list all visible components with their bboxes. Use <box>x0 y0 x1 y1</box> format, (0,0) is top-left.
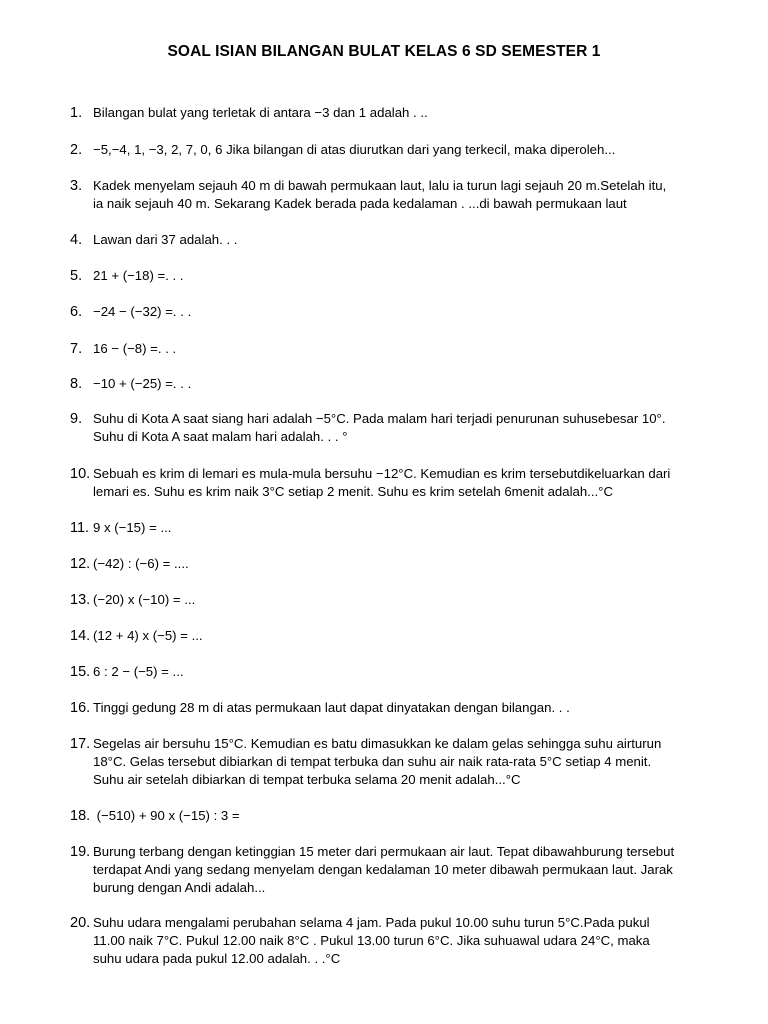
question-number: 3. <box>70 178 83 194</box>
question-item <box>70 340 730 358</box>
question-item <box>70 410 730 446</box>
question-line: 9 x (−15) = ... <box>93 520 172 535</box>
question-text <box>93 555 730 573</box>
question-item <box>70 104 730 122</box>
question-line: Suhu udara mengalami perubahan selama 4 jam. Pada pukul 10.00 suhu turun 5°C.Pada pukul <box>93 915 650 930</box>
question-line: (12 + 4) x (−5) = ... <box>93 628 203 643</box>
question-item <box>70 519 730 537</box>
question-text <box>93 591 730 609</box>
question-item <box>70 843 730 897</box>
question-number: 18. <box>70 808 91 824</box>
question-line: Kadek menyelam sejauh 40 m di bawah permukaan laut, lalu ia turun lagi sejauh 20 m.Setelah itu, <box>93 178 667 193</box>
question-number: 11. <box>70 520 90 536</box>
question-line: Burung terbang dengan ketinggian 15 meter dari permukaan air laut. Tepat dibawahburung tersebut <box>93 844 675 859</box>
question-line: 18°C. Gelas tersebut dibiarkan di tempat terbuka dan suhu air naik rata-rata 5°C setiap 4 menit. <box>93 754 652 769</box>
question-text <box>93 375 730 393</box>
question-item <box>70 735 730 789</box>
question-text <box>93 914 730 968</box>
question-item <box>70 663 730 681</box>
question-number: 13. <box>70 592 91 608</box>
question-text <box>93 410 730 446</box>
question-line: Segelas air bersuhu 15°C. Kemudian es batu dimasukkan ke dalam gelas sehingga suhu airturun <box>93 736 662 751</box>
question-number: 12. <box>70 556 91 572</box>
question-text <box>93 519 730 537</box>
question-number: 10. <box>70 466 91 482</box>
question-number: 7. <box>70 341 83 357</box>
question-text <box>93 843 730 897</box>
question-line: −10 + (−25) =. . . <box>93 376 192 391</box>
question-item <box>70 914 730 968</box>
question-item <box>70 555 730 573</box>
question-text <box>93 465 730 501</box>
question-text <box>93 663 730 681</box>
question-number: 19. <box>70 844 91 860</box>
question-text <box>93 340 730 358</box>
question-line: (−42) : (−6) = .... <box>93 556 189 571</box>
question-text <box>93 141 730 159</box>
question-line: Suhu di Kota A saat malam hari adalah. . . ° <box>93 429 348 444</box>
question-item <box>70 807 730 825</box>
question-text <box>93 177 730 213</box>
question-line: 21 + (−18) =. . . <box>93 268 184 283</box>
question-item <box>70 267 730 285</box>
question-number: 6. <box>70 304 83 320</box>
question-line: Sebuah es krim di lemari es mula-mula bersuhu −12°C. Kemudian es krim tersebutdikeluarkan dari <box>93 466 671 481</box>
question-number: 1. <box>70 105 83 121</box>
question-number: 20. <box>70 915 91 931</box>
question-text <box>93 807 730 825</box>
page-title: SOAL ISIAN BILANGAN BULAT KELAS 6 SD SEMESTER 1 <box>167 43 601 60</box>
question-number: 9. <box>70 411 83 427</box>
question-text <box>93 735 730 789</box>
question-line: −5,−4, 1, −3, 2, 7, 0, 6 Jika bilangan di atas diurutkan dari yang terkecil, maka diperoleh... <box>93 142 616 157</box>
question-item <box>70 627 730 645</box>
question-line: (−20) x (−10) = ... <box>93 592 196 607</box>
question-line: ia naik sejauh 40 m. Sekarang Kadek berada pada kedalaman . ...di bawah permukaan laut <box>93 196 627 211</box>
question-line: terdapat Andi yang sedang menyelam dengan kedalaman 10 meter dibawah permukaan laut. Jarak <box>93 862 673 877</box>
question-line: suhu udara pada pukul 12.00 adalah. . .°C <box>93 951 341 966</box>
question-text <box>93 267 730 285</box>
question-item <box>70 231 730 249</box>
question-number: 14. <box>70 628 91 644</box>
question-number: 15. <box>70 664 91 680</box>
question-number: 16. <box>70 700 91 716</box>
question-text <box>93 303 730 321</box>
question-number: 17. <box>70 736 91 752</box>
question-item <box>70 591 730 609</box>
question-line: Suhu air setelah dibiarkan di tempat terbuka selama 20 menit adalah...°C <box>93 772 521 787</box>
question-line: 11.00 naik 7°C. Pukul 12.00 naik 8°C . Pukul 13.00 turun 6°C. Jika suhuawal udara 24°C, maka <box>93 933 650 948</box>
question-line: lemari es. Suhu es krim naik 3°C setiap 2 menit. Suhu es krim setelah 6menit adalah...°C <box>93 484 613 499</box>
question-item <box>70 375 730 393</box>
question-number: 4. <box>70 232 83 248</box>
question-line: (−510) + 90 x (−15) : 3 = <box>93 808 240 823</box>
question-text <box>93 231 730 249</box>
question-line: burung dengan Andi adalah... <box>93 880 266 895</box>
question-number: 2. <box>70 142 83 158</box>
question-number: 5. <box>70 268 83 284</box>
question-line: 16 − (−8) =. . . <box>93 341 177 356</box>
question-item <box>70 141 730 159</box>
question-line: Tinggi gedung 28 m di atas permukaan laut dapat dinyatakan dengan bilangan. . . <box>93 700 570 715</box>
question-line: Lawan dari 37 adalah. . . <box>93 232 238 247</box>
question-number: 8. <box>70 376 83 392</box>
question-line: 6 : 2 − (−5) = ... <box>93 664 184 679</box>
question-item <box>70 699 730 717</box>
question-item <box>70 303 730 321</box>
question-line: Suhu di Kota A saat siang hari adalah −5°C. Pada malam hari terjadi penurunan suhusebesar 10°. <box>93 411 666 426</box>
question-item <box>70 177 730 213</box>
question-text <box>93 627 730 645</box>
question-text <box>93 699 730 717</box>
question-line: −24 − (−32) =. . . <box>93 304 192 319</box>
question-text <box>93 104 730 122</box>
question-line: Bilangan bulat yang terletak di antara −3 dan 1 adalah . .. <box>93 105 428 120</box>
question-item <box>70 465 730 501</box>
